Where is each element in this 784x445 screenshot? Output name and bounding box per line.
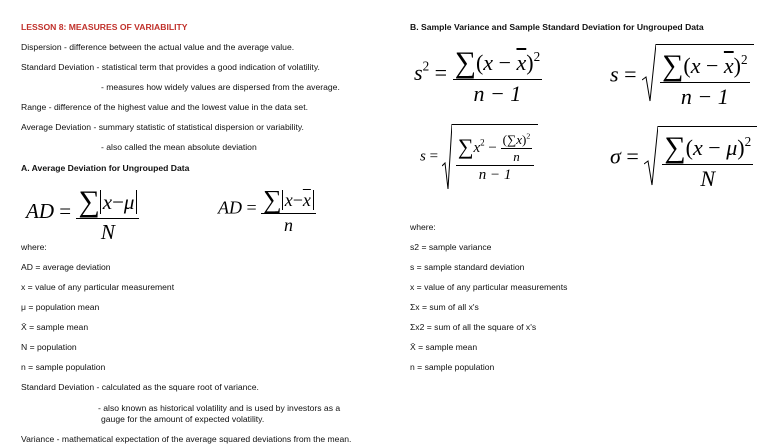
formula-x: x xyxy=(693,135,703,160)
formula-minus: − xyxy=(292,190,303,210)
radical-sign xyxy=(642,44,656,102)
where-label-right: where: xyxy=(410,222,436,232)
formula-x: x xyxy=(284,190,293,210)
std-dev-subpoint: - measures how widely values are dispersed from the average. xyxy=(101,82,340,92)
dispersion-definition: Dispersion - difference between the actual value and the average value. xyxy=(21,42,295,52)
formula-x: x xyxy=(690,53,701,78)
sigma-symbol: ∑ xyxy=(454,46,476,79)
sigma-symbol: ∑ xyxy=(661,49,684,82)
legend-s2: s2 = sample variance xyxy=(410,242,492,252)
std-dev-note-line2: gauge for the amount of expected volatility. xyxy=(101,414,265,424)
section-b-heading: B. Sample Variance and Sample Standard Deviation for Ungrouped Data xyxy=(410,22,704,32)
legend-sum-x: Σx = sum of all x's xyxy=(410,302,479,312)
sigma-symbol: ∑ xyxy=(263,185,282,214)
formula-sample-sd-computational: s = $\sum x^2$ − $\frac{(\sum x)^2}{n}$ n − 1 xyxy=(420,124,538,190)
legend-ad: AD = average deviation xyxy=(21,262,111,272)
formula-population-sd: σ = $\frac{\sum(x - \mu)^2}{N}$ xyxy=(610,126,757,191)
formula-x: x xyxy=(473,140,481,157)
formula-lhs: s xyxy=(420,148,426,165)
legend-mu: μ = population mean xyxy=(21,302,100,312)
formula-lhs: s xyxy=(414,59,423,85)
formula-lhs: AD xyxy=(26,199,54,224)
formula-ad-sample: AD = $\frac{\sum x-\overline{x}}{n}$ xyxy=(218,183,316,236)
where-label-left: where: xyxy=(21,242,47,252)
formula-denominator: N xyxy=(700,165,716,191)
radical-sign xyxy=(644,126,658,186)
formula-x: x xyxy=(483,50,494,75)
legend-sum-x2: Σx2 = sum of all the square of x's xyxy=(410,322,537,332)
formula-mean: $\overline{x}$ xyxy=(516,50,527,75)
range-definition: Range - difference of the highest value and the lowest value in the data set. xyxy=(21,102,308,112)
std-dev-note-line1: - also known as historical volatility and is used by investors as a xyxy=(98,403,341,413)
formula-mean: μ xyxy=(726,135,738,160)
sigma-symbol: ∑ xyxy=(664,131,686,164)
formula-denominator: n − 1 xyxy=(473,80,522,106)
lesson-title: LESSON 8: MEASURES OF VARIABILITY xyxy=(21,22,188,32)
formula-sample-variance: $s^2$ = $\frac{\sum(x - \overline{x})^2}{n - 1}$ xyxy=(414,46,541,106)
formula-mean: $\overline{x}$ xyxy=(302,190,311,210)
legend-n-sample: n = sample population xyxy=(21,362,106,372)
formula-mean: $\overline{x}$ xyxy=(723,53,734,78)
avg-dev-subpoint: - also called the mean absolute deviation xyxy=(101,142,257,152)
formula-lhs: AD xyxy=(218,197,242,218)
formula-exponent: 2 xyxy=(422,58,430,74)
formula-denominator: n − 1 xyxy=(680,83,729,109)
section-a-heading: A. Average Deviation for Ungrouped Data xyxy=(21,163,190,173)
avg-dev-definition: Average Deviation - summary statistic of statistical dispersion or variability. xyxy=(21,122,304,132)
legend-s: s = sample standard deviation xyxy=(410,262,525,272)
formula-minus: − xyxy=(112,190,124,214)
legend-x-right: x = value of any particular measurements xyxy=(410,282,568,292)
sigma-symbol: ∑ xyxy=(78,185,100,218)
formula-denominator: n xyxy=(284,214,293,235)
variance-definition: Variance - mathematical expectation of the average squared deviations from the mean. xyxy=(21,434,352,444)
formula-denominator: n − 1 xyxy=(478,166,512,183)
formula-inner-denominator: n xyxy=(513,148,520,164)
std-dev-definition: Standard Deviation - statistical term that provides a good indication of volatility. xyxy=(21,62,320,72)
radical-sign xyxy=(442,124,452,190)
formula-mean: μ xyxy=(123,190,135,214)
formula-denominator: N xyxy=(100,219,115,244)
std-dev-calculated: Standard Deviation - calculated as the square root of variance. xyxy=(21,382,259,392)
formula-sample-sd: s = $\frac{\sum(x - \overline{x})^2}{n - 1}$ xyxy=(610,44,754,109)
legend-x: x = value of any particular measurement xyxy=(21,282,175,292)
formula-x: x xyxy=(102,190,113,214)
legend-xbar: X̄ = sample mean xyxy=(21,322,89,332)
formula-ad-population: AD = $\frac{\sum x-\mu}{N}$ xyxy=(26,183,139,244)
formula-lhs: σ xyxy=(610,143,621,169)
sigma-symbol: ∑ xyxy=(457,134,474,160)
formula-lhs: s xyxy=(610,61,619,87)
legend-xbar-right: X̄ = sample mean xyxy=(410,342,478,352)
legend-n-population: N = population xyxy=(21,342,77,352)
legend-n-right: n = sample population xyxy=(410,362,495,372)
